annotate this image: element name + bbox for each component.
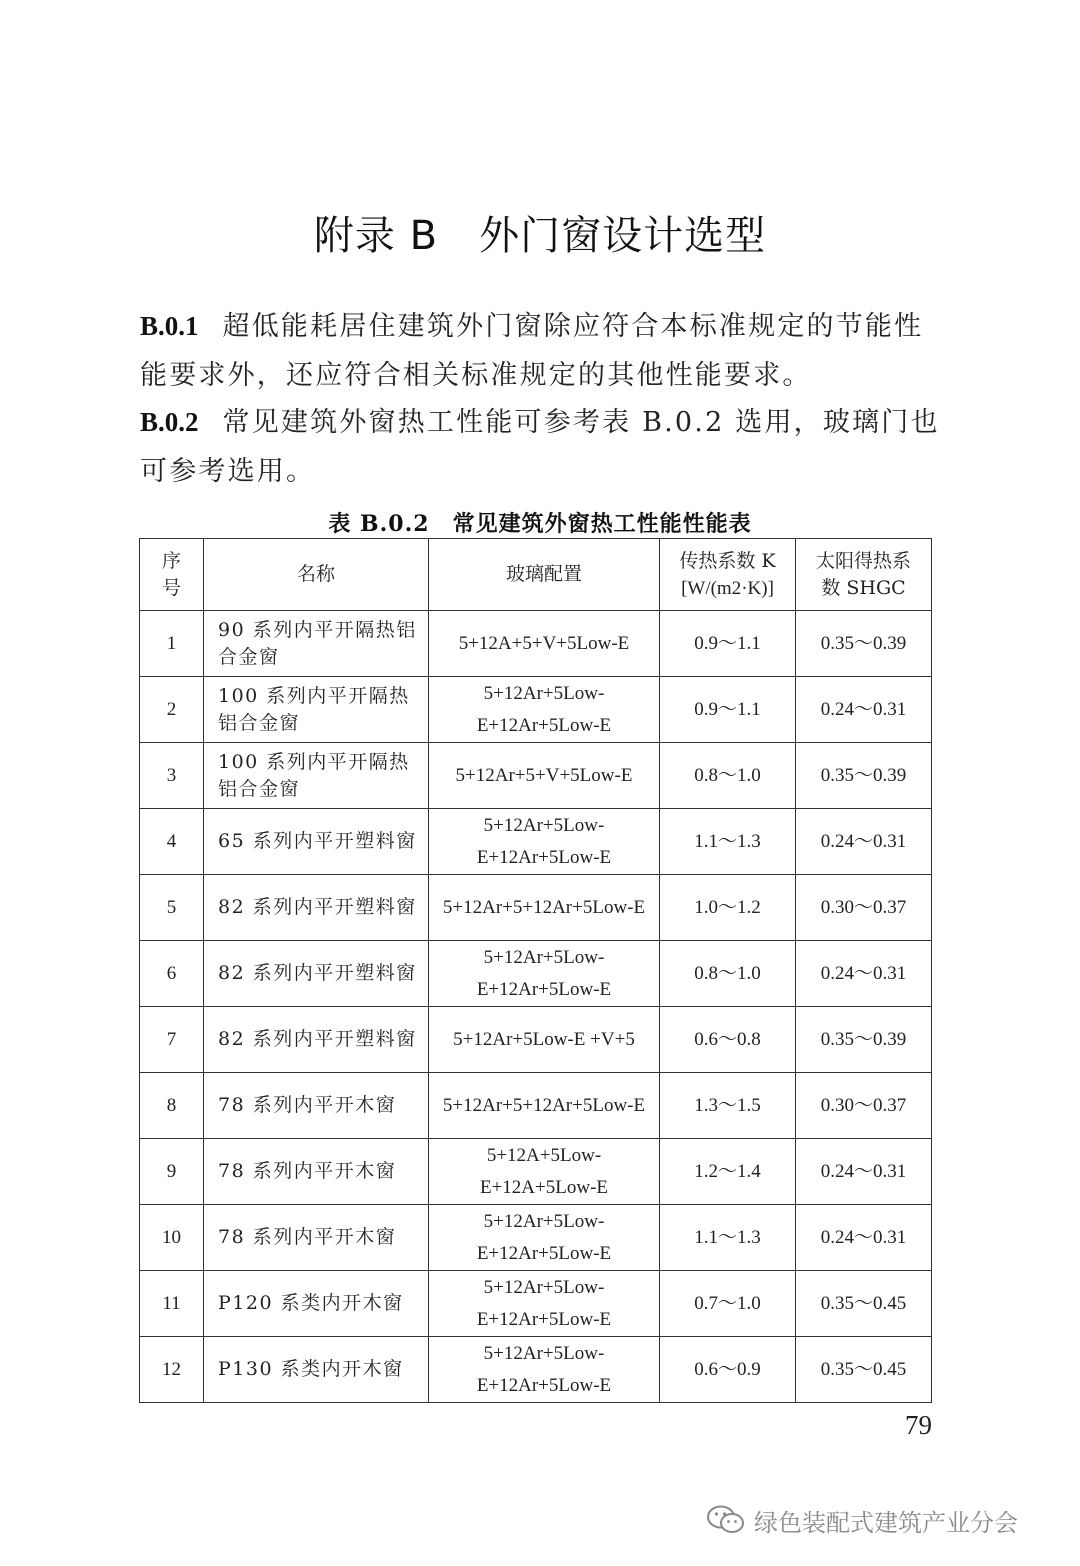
cell-k: 0.8～1.0 (660, 941, 796, 1007)
clause-label: B.0.1 (140, 311, 199, 341)
cell-name: 90 系列内平开隔热铝合金窗 (204, 611, 429, 677)
cell-seq: 7 (140, 1007, 204, 1073)
header-shgc: 太阳得热系 数 SHGC (796, 539, 932, 611)
cell-k: 0.8～1.0 (660, 743, 796, 809)
cell-name: 78 系列内平开木窗 (204, 1073, 429, 1139)
cell-shgc: 0.35～0.45 (796, 1271, 932, 1337)
cell-glass: 5+12Ar+5Low-E+12Ar+5Low-E (429, 809, 660, 875)
watermark-text: 绿色装配式建筑产业分会 (754, 1508, 1018, 1537)
cell-shgc: 0.24～0.31 (796, 677, 932, 743)
cell-glass: 5+12Ar+5Low-E+12Ar+5Low-E (429, 1271, 660, 1337)
cell-glass: 5+12Ar+5Low-E+12Ar+5Low-E (429, 677, 660, 743)
table-row (140, 743, 932, 809)
cell-shgc: 0.24～0.31 (796, 1205, 932, 1271)
table-row (140, 875, 932, 941)
cell-name: 100 系列内平开隔热铝合金窗 (204, 677, 429, 743)
watermark (706, 1500, 1018, 1540)
cell-seq: 8 (140, 1073, 204, 1139)
table-row (140, 1271, 932, 1337)
cell-shgc: 0.24～0.31 (796, 809, 932, 875)
clause-text: 超低能耗居住建筑外门窗除应符合本标准规定的节能性能要求外，还应符合相关标准规定的其他性能要求。 (140, 311, 924, 391)
cell-k: 1.3～1.5 (660, 1073, 796, 1139)
cell-name: 100 系列内平开隔热铝合金窗 (204, 743, 429, 809)
window-performance-table (139, 538, 932, 1403)
table-row (140, 941, 932, 1007)
cell-k: 0.9～1.1 (660, 677, 796, 743)
header-seq: 序 号 (140, 539, 204, 611)
cell-k: 1.0～1.2 (660, 875, 796, 941)
cell-glass: 5+12Ar+5Low-E+12Ar+5Low-E (429, 941, 660, 1007)
cell-shgc: 0.35～0.45 (796, 1337, 932, 1403)
cell-glass: 5+12A+5+V+5Low-E (429, 611, 660, 677)
cell-k: 0.7～1.0 (660, 1271, 796, 1337)
table-row (140, 1205, 932, 1271)
header-name: 名称 (204, 539, 429, 611)
header-k: 传热系数 K [W/(m2·K)] (660, 539, 796, 611)
cell-seq: 2 (140, 677, 204, 743)
cell-seq: 6 (140, 941, 204, 1007)
cell-k: 1.1～1.3 (660, 1205, 796, 1271)
cell-name: 82 系列内平开塑料窗 (204, 941, 429, 1007)
cell-name: 82 系列内平开塑料窗 (204, 875, 429, 941)
cell-seq: 3 (140, 743, 204, 809)
table-caption: 表 B.0.2 常见建筑外窗热工性能性能表 (328, 511, 752, 537)
wechat-icon (706, 1504, 746, 1536)
cell-shgc: 0.24～0.31 (796, 1139, 932, 1205)
cell-glass: 5+12Ar+5+V+5Low-E (429, 743, 660, 809)
clause-b01 (140, 302, 945, 400)
cell-k: 0.6～0.9 (660, 1337, 796, 1403)
cell-glass: 5+12Ar+5Low-E+12Ar+5Low-E (429, 1337, 660, 1403)
cell-shgc: 0.30～0.37 (796, 875, 932, 941)
cell-glass: 5+12Ar+5+12Ar+5Low-E (429, 875, 660, 941)
cell-name: 78 系列内平开木窗 (204, 1205, 429, 1271)
cell-name: 82 系列内平开塑料窗 (204, 1007, 429, 1073)
cell-name: 78 系列内平开木窗 (204, 1139, 429, 1205)
cell-seq: 12 (140, 1337, 204, 1403)
cell-seq: 9 (140, 1139, 204, 1205)
cell-name: P120 系类内开木窗 (204, 1271, 429, 1337)
cell-glass: 5+12Ar+5+12Ar+5Low-E (429, 1073, 660, 1139)
cell-shgc: 0.30～0.37 (796, 1073, 932, 1139)
cell-shgc: 0.24～0.31 (796, 941, 932, 1007)
cell-k: 1.1～1.3 (660, 809, 796, 875)
cell-glass: 5+12Ar+5Low-E +V+5 (429, 1007, 660, 1073)
cell-seq: 4 (140, 809, 204, 875)
table-header-row (140, 539, 932, 611)
page-heading: 附录 B 外门窗设计选型 (313, 213, 767, 259)
table-row (140, 809, 932, 875)
clause-label: B.0.2 (140, 407, 199, 437)
table-row (140, 1337, 932, 1403)
table-row (140, 1007, 932, 1073)
cell-name: P130 系类内开木窗 (204, 1337, 429, 1403)
cell-shgc: 0.35～0.39 (796, 611, 932, 677)
clause-b02 (140, 398, 945, 496)
cell-k: 0.9～1.1 (660, 611, 796, 677)
cell-k: 0.6～0.8 (660, 1007, 796, 1073)
header-glass: 玻璃配置 (429, 539, 660, 611)
cell-seq: 11 (140, 1271, 204, 1337)
cell-shgc: 0.35～0.39 (796, 1007, 932, 1073)
table-row (140, 677, 932, 743)
cell-seq: 10 (140, 1205, 204, 1271)
cell-glass: 5+12Ar+5Low-E+12Ar+5Low-E (429, 1205, 660, 1271)
clause-text: 常见建筑外窗热工性能可参考表 B.0.2 选用，玻璃门也可参考选用。 (140, 407, 940, 487)
cell-k: 1.2～1.4 (660, 1139, 796, 1205)
cell-shgc: 0.35～0.39 (796, 743, 932, 809)
table-row (140, 1139, 932, 1205)
cell-name: 65 系列内平开塑料窗 (204, 809, 429, 875)
page-number: 79 (905, 1410, 932, 1440)
cell-seq: 5 (140, 875, 204, 941)
table-row (140, 1073, 932, 1139)
cell-glass: 5+12A+5Low-E+12A+5Low-E (429, 1139, 660, 1205)
cell-seq: 1 (140, 611, 204, 677)
table-row (140, 611, 932, 677)
